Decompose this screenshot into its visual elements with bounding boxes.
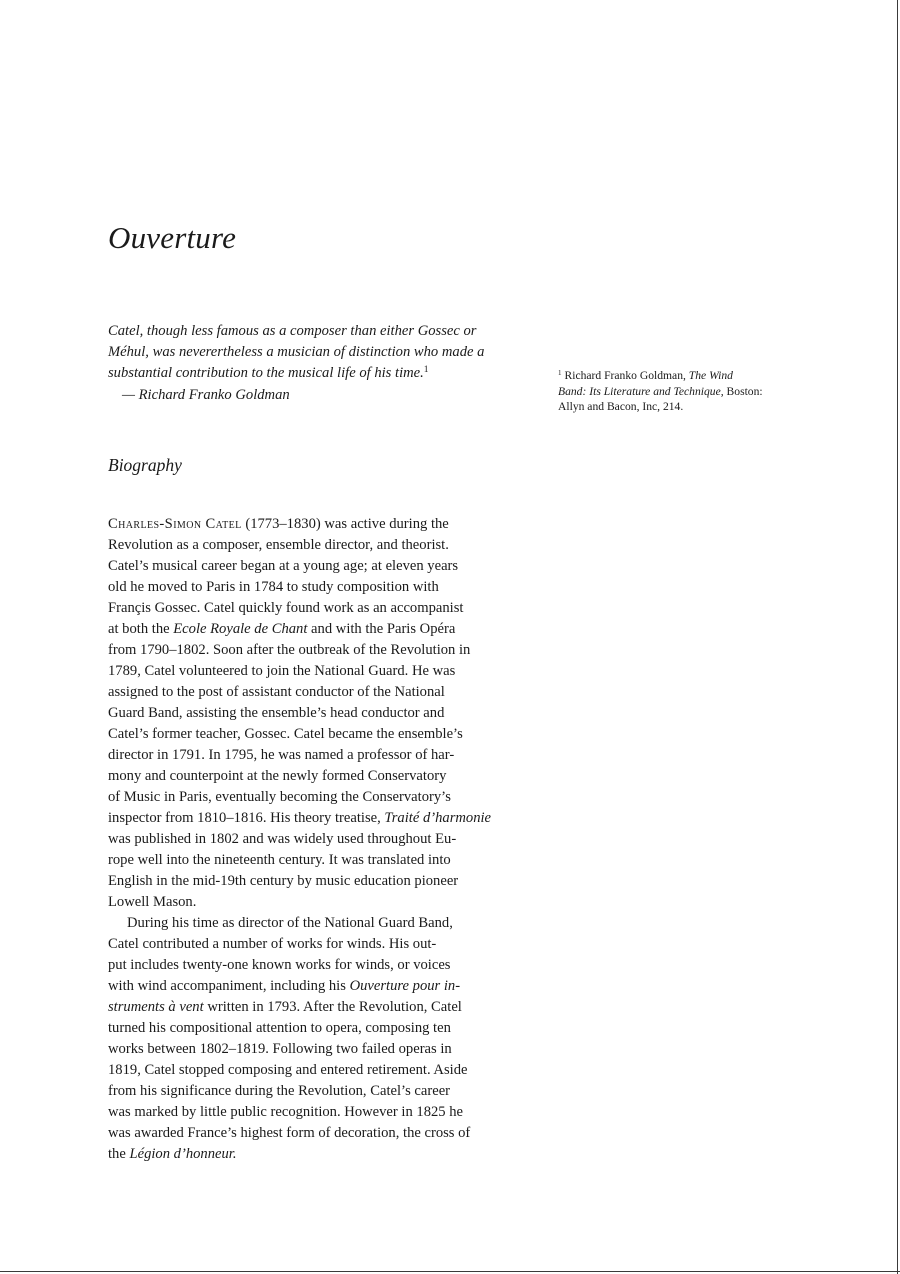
- paragraph-line: Revolution as a composer, ensemble director, and theorist.: [108, 537, 449, 553]
- paragraph-line: Catel’s musical career began at a young age; at eleven years: [108, 558, 459, 574]
- paragraph-text: inspector from 1810–1816. His theory treatise,: [108, 810, 385, 826]
- paragraph-line: During his time as director of the National Guard Band,: [127, 915, 453, 931]
- sidenote-marker: 1: [558, 369, 562, 377]
- paragraph-line: was awarded France’s highest form of decoration, the cross of: [108, 1125, 471, 1141]
- paragraph-text: written in 1793. After the Revolution, Catel: [203, 999, 462, 1015]
- page-edge-bottom: [0, 1271, 900, 1272]
- paragraph-line: rope well into the nineteenth century. It was translated into: [108, 852, 451, 868]
- paragraph-line: mony and counterpoint at the newly formed Conservatory: [108, 768, 447, 784]
- paragraph-line: assigned to the post of assistant conductor of the National: [108, 684, 445, 700]
- sidenote: [558, 368, 808, 415]
- paragraph-text: at both the: [108, 621, 174, 637]
- paragraph-line: 1789, Catel volunteered to join the National Guard. He was: [108, 663, 456, 679]
- paragraph-line: director in 1791. In 1795, he was named a professor of har-: [108, 747, 455, 763]
- paragraph-line: of Music in Paris, eventually becoming the Conservatory’s: [108, 789, 451, 805]
- paragraph-line: Catel’s former teacher, Gossec. Catel became the ensemble’s: [108, 726, 463, 742]
- paragraph-text: the: [108, 1146, 130, 1162]
- sidenote-author: Richard Franko Goldman,: [564, 369, 689, 382]
- lead-name: Charles-Simon Catel: [108, 516, 242, 532]
- sidenote-book-title: The Wind: [688, 369, 733, 382]
- honor-name: Légion d’honneur.: [129, 1146, 237, 1162]
- paragraph-line: was published in 1802 and was widely used throughout Eu-: [108, 831, 457, 847]
- paragraph-line: put includes twenty-one known works for winds, or voices: [108, 957, 451, 973]
- body-text: [108, 514, 528, 1165]
- sidenote-line: [558, 384, 808, 400]
- epigraph-line: Méhul, was neverertheless a musician of distinction who made a: [108, 344, 485, 361]
- work-title: Ouverture pour in-: [349, 978, 461, 994]
- epigraph: [108, 321, 528, 406]
- paragraph-line: [108, 1144, 528, 1165]
- paragraph-line: English in the mid-19th century by music education pioneer: [108, 873, 459, 889]
- paragraph-line: turned his compositional attention to opera, composing ten: [108, 1020, 451, 1036]
- paragraph-text: with wind accompaniment, including his: [108, 978, 350, 994]
- paragraph-line: [108, 514, 528, 535]
- paragraph-line: [108, 976, 528, 997]
- paragraph-line: Françis Gossec. Catel quickly found work as an accompanist: [108, 600, 464, 616]
- epigraph-attribution: — Richard Franko Goldman: [122, 386, 290, 403]
- paragraph-text: (1773–1830) was active during the: [241, 516, 449, 532]
- sidenote-line: Allyn and Bacon, Inc, 214.: [558, 400, 684, 414]
- paragraph-line: [108, 997, 528, 1018]
- page-edge-right: [897, 0, 898, 1274]
- paragraph-line: [108, 619, 528, 640]
- paragraph-line: from his significance during the Revolution, Catel’s career: [108, 1083, 451, 1099]
- epigraph-line: Catel, though less famous as a composer than either Gossec or: [108, 323, 477, 339]
- epigraph-text: substantial contribution to the musical life of his time.: [108, 365, 424, 382]
- paragraph-line: [108, 808, 528, 829]
- paragraph-line: Guard Band, assisting the ensemble’s head conductor and: [108, 705, 445, 721]
- paragraph-line: was marked by little public recognition. However in 1825 he: [108, 1104, 464, 1120]
- work-title: struments à vent: [108, 999, 204, 1015]
- sidenote-line: [558, 368, 808, 384]
- paragraph-line: Catel contributed a number of works for winds. His out-: [108, 936, 437, 952]
- paragraph-line: from 1790–1802. Soon after the outbreak of the Revolution in: [108, 642, 471, 658]
- paragraph-line: Lowell Mason.: [108, 894, 197, 910]
- sidenote-book-title: Band: Its Literature and Technique,: [558, 384, 724, 398]
- paragraph-line: 1819, Catel stopped composing and entered retirement. Aside: [108, 1062, 468, 1078]
- footnote-marker[interactable]: 1: [423, 365, 429, 376]
- treatise-title: Traité d’harmonie: [384, 810, 492, 826]
- sidenote-place: Boston:: [723, 384, 763, 398]
- paragraph-line: old he moved to Paris in 1784 to study composition with: [108, 579, 439, 595]
- paragraph-line: works between 1802–1819. Following two failed operas in: [108, 1041, 452, 1057]
- institution-name: Ecole Royale de Chant: [173, 621, 308, 637]
- epigraph-line-last: [108, 363, 528, 384]
- paragraph-text: and with the Paris Opéra: [307, 621, 456, 637]
- section-heading: Biography: [108, 455, 182, 475]
- page-title: Ouverture: [108, 220, 237, 255]
